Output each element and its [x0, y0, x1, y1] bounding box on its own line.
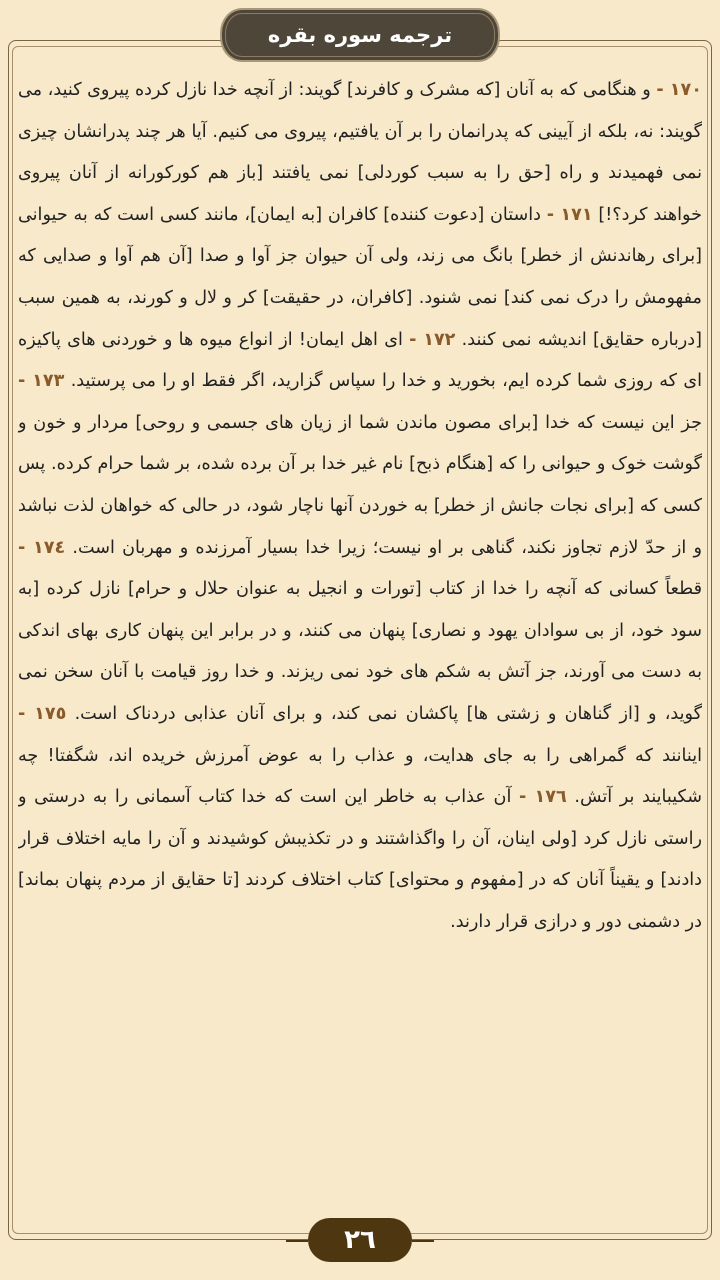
- verse-text: جز این نیست که خدا [برای مصون ماندن شما از زیان های جسمی و روحی] مردار و خون و گوشت خوک و حیوانی را که [هنگام ذبح] نام غیر خدا بر آن برده شده، بر شما حرام کرده. پس کسی که [برای نجات جانش از خطر] به خوردن آنها ناچار شود، در حالی که خواهان لذت نباشد و از حدّ لازم تجاوز نکند، گناهی بر او نیست؛ زیرا خدا بسیار آمرزنده و مهربان است.: [18, 412, 702, 558]
- verse-number: ١٧٦ -: [519, 787, 567, 808]
- page-title: ترجمه سوره بقره: [220, 8, 500, 62]
- verse-number: ١٧٥ -: [18, 703, 67, 724]
- verse-text: و هنگامی که به آنان [که مشرک و کافرند] گویند: از آنچه خدا نازل کرده پیروی کنید، می گویند: نه، بلکه از آیینی که پدرانمان را بر آن یافتیم، پیروی می کنیم. آیا هر چند پدرانشان چیزی نمی فهمیدند و راه [حق را به سبب کوردلی] نمی یافتند [باز هم کورکورانه از آنان پیروی خواهند کرد؟!]: [18, 80, 702, 225]
- footer: [0, 1218, 720, 1262]
- verse-text: داستان [دعوت کننده] کافران [به ایمان]، مانند کسی است که به حیوانی [برای رهاندنش از خطر] بانگ می زند، ولی آن حیوان جز آوا و صدا [آن هم آوا و صدایی که مفهومش را درک نمی کند] نمی شنود. [کافران، در حقیقت] کر و لال و کورند، به همین سبب [درباره حقایق] اندیشه نمی کنند.: [18, 204, 702, 350]
- verse-text: ای اهل ایمان! از انواع میوه ها و خوردنی های پاکیزه ای که روزی شما کرده ایم، بخورید و خدا را سپاس گزارید، اگر فقط او را می پرستید.: [18, 329, 702, 392]
- verse-number: ١٧٣ -: [18, 371, 65, 392]
- verse-text: قطعاً کسانی که آنچه را خدا از کتاب [تورات و انجیل به عنوان حلال و حرام] نازل کرده [به سود خود، از بی سوادان یهود و نصاری] پنهان می کنند، و در برابر این پنهان کاری بهای اندکی به دست می آورند، جز آتش به شکم های خود نمی ریزند. و خدا روز قیامت با آنان سخن نمی گوید، و [از گناهان و زشتی ها] پاکشان نمی کند، و برای آنان عذابی دردناک است.: [18, 579, 702, 724]
- verse-number: ١٧٢ -: [409, 329, 456, 350]
- verse-text: اینانند که گمراهی را به جای هدایت، و عذاب را به عوض آمرزش خریده اند، شگفتا! چه شکیبایند بر آتش.: [18, 745, 702, 808]
- translation-text: [18, 70, 702, 1200]
- header: [0, 10, 720, 60]
- page-number: ٢٦: [308, 1218, 412, 1262]
- translation-paragraph: [18, 70, 702, 943]
- verse-number: ١٧٤ -: [18, 537, 66, 558]
- verse-number: ١٧١ -: [546, 204, 593, 225]
- verse-text: آن عذاب به خاطر این است که خدا کتاب آسمانی را به درستی و راستی نازل کرد [ولی اینان، آن را واگذاشتند و در تکذیبش کوشیدند و آن را مایه اختلاف قرار دادند] و یقیناً آنان که در [مفهوم و محتوای] کتاب اختلاف کردند [تا حقایق از مردم پنهان بماند] در دشمنی دور و درازی قرار دارند.: [18, 787, 702, 932]
- verse-number: ١٧٠ -: [656, 80, 702, 100]
